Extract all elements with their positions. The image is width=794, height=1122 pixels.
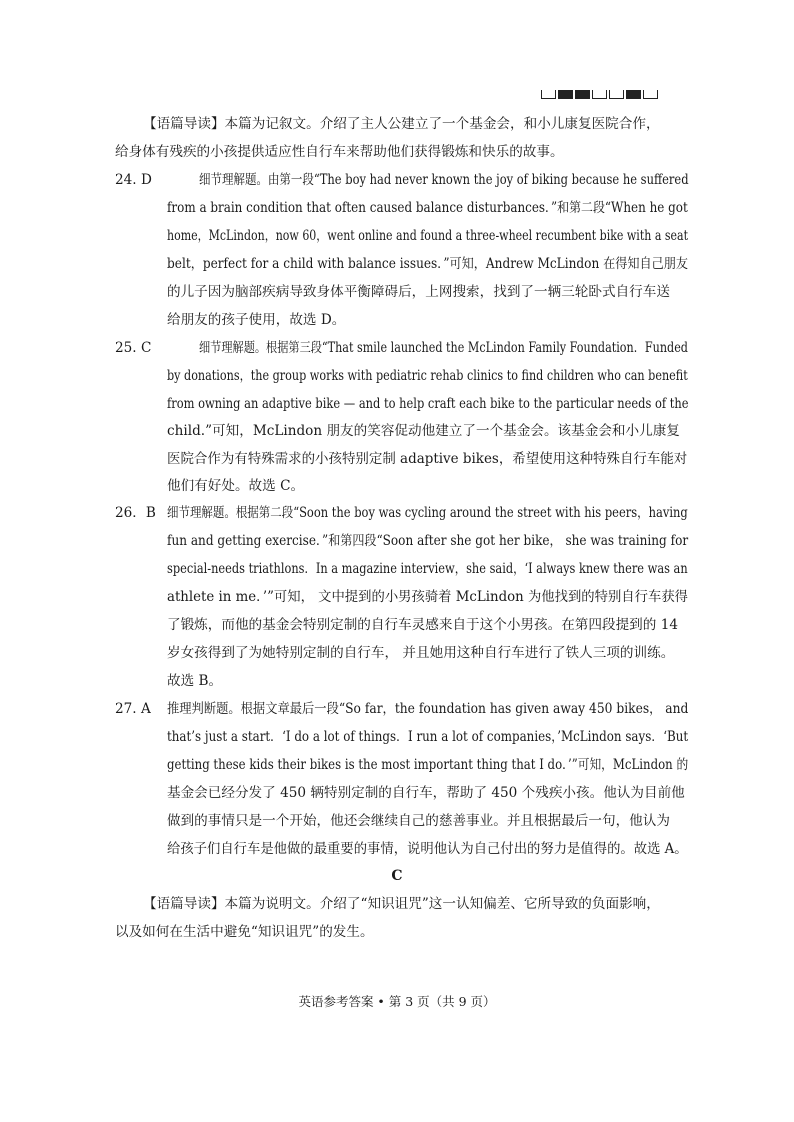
- answer-line: 岁女孩得到了为她特别定制的自行车， 并且她用这种自行车进行了铁人三项的训练。: [167, 645, 675, 661]
- page-footer: 英语参考答案 • 第 3 页（共 9 页）: [298, 994, 496, 1009]
- code-box: [575, 90, 590, 99]
- question-number: 25. C: [115, 340, 152, 356]
- answer-line: 基金会已经分发了 450 辆特别定制的自行车，帮助了 450 个残疾小孩。他认为目前他: [167, 785, 685, 801]
- code-box: [558, 90, 573, 99]
- intro-c-line: 【语篇导读】本篇为说明文。介绍了“知识诅咒”这一认知偏差、它所导致的负面影响，: [143, 896, 660, 912]
- code-box: [609, 90, 624, 99]
- section-heading: C: [391, 868, 403, 884]
- question-number: 26．B: [115, 505, 156, 521]
- answer-line: 细节理解题。根据第二段“Soon the boy was cycling around the street with his peers，having: [167, 505, 688, 521]
- answer-line: getting these kids their bikes is the most important thing that I do．’”可知，McLindon 的: [167, 757, 689, 773]
- answer-line: 给孩子们自行车是他做的最重要的事情，说明他认为自己付出的努力是值得的。故选 A。: [167, 841, 688, 857]
- answer-line: belt，perfect for a child with balance issues．”可知，Andrew McLindon 在得知自己朋友: [167, 256, 689, 272]
- code-box: [592, 90, 607, 99]
- answer-line: 细节理解题。由第一段“The boy had never known the joy of biking because he suffered: [199, 172, 689, 188]
- answer-line: special-needs triathlons．In a magazine interview，she said，‘I always knew there was an: [167, 561, 688, 577]
- question-number: 24. D: [115, 172, 152, 188]
- code-box: [643, 90, 658, 99]
- answer-line: 给朋友的孩子使用，故选 D。: [167, 312, 346, 328]
- answer-line: that’s just a start．‘I do a lot of things．I run a lot of companies，’McLindon says．‘But: [167, 729, 689, 745]
- answer-line: 故选 B。: [167, 673, 223, 689]
- answer-line: athlete in me．’”可知， 文中提到的小男孩骑着 McLindon 为他找到的特别自行车获得: [167, 589, 688, 605]
- answer-line: fun and getting exercise．”和第四段“Soon after she got her bike， she was training for: [167, 533, 689, 549]
- intro-c-line: 以及如何在生活中避免“知识诅咒”的发生。: [115, 924, 374, 940]
- answer-line: 做到的事情只是一个开始，他还会继续自己的慈善事业。并且根据最后一句，他认为: [167, 813, 670, 829]
- answer-line: from owning an adaptive bike — and to help craft each bike to the particular needs of the: [167, 396, 689, 412]
- code-box: [541, 90, 556, 99]
- answer-line: 细节理解题。根据第三段“That smile launched the McLindon Family Foundation．Funded: [199, 340, 688, 356]
- code-box: [626, 90, 641, 99]
- answer-line: 医院合作为有特殊需求的小孩特别定制 adaptive bikes，希望使用这种特殊自行车能对: [167, 451, 688, 467]
- answer-line: from a brain condition that often caused balance disturbances．”和第二段“When he got: [167, 200, 688, 216]
- answer-line: child.”可知，McLindon 朋友的笑容促动他建立了一个基金会。该基金会和小儿康复: [167, 423, 680, 439]
- answer-line: 推理判断题。根据文章最后一段“So far，the foundation has given away 450 bikes， and: [167, 701, 689, 717]
- answer-line: 他们有好处。故选 C。: [167, 478, 305, 494]
- intro-b-line: 给身体有残疾的小孩提供适应性自行车来帮助他们获得锻炼和快乐的故事。: [115, 144, 564, 160]
- answer-line: by donations，the group works with pediatric rehab clinics to find children who can benefit: [167, 368, 688, 384]
- header-code-boxes: [541, 90, 658, 99]
- answer-line: 了锻炼，而他的基金会特别定制的自行车灵感来自于这个小男孩。在第四段提到的 14: [167, 617, 678, 633]
- question-number: 27. A: [115, 701, 151, 717]
- answer-line: home，McLindon，now 60，went online and found a three-wheel recumbent bike with a seat: [167, 228, 689, 244]
- answer-line: 的儿子因为脑部疾病导致身体平衡障碍后，上网搜索，找到了一辆三轮卧式自行车送: [167, 284, 670, 300]
- intro-b-line: 【语篇导读】本篇为记叙文。介绍了主人公建立了一个基金会，和小儿康复医院合作，: [143, 116, 660, 132]
